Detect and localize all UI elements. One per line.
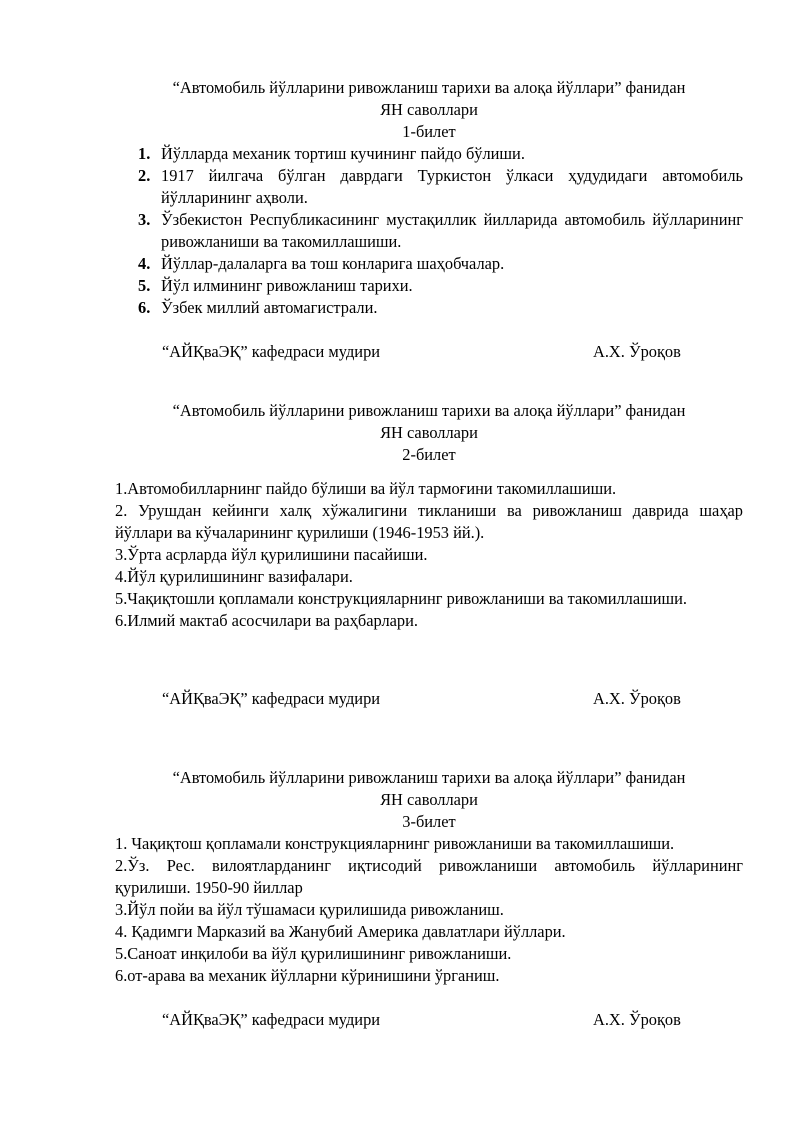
question-item — [115, 209, 743, 253]
question-item — [115, 253, 743, 275]
question-item: 4.Йўл қурилишининг вазифалари. — [115, 567, 353, 586]
question-number: 5. — [138, 276, 151, 295]
signature-line — [115, 341, 743, 363]
question-text: Йўлларда механик тортиш кучининг пайдо бўлиши. — [161, 144, 525, 163]
signature-line — [115, 1009, 743, 1031]
question-item — [115, 297, 743, 319]
signature-line — [115, 688, 743, 710]
question-item — [115, 275, 743, 297]
question-item: 2. Урушдан кейинги халқ хўжалигини тикланиши ва ривожланиш даврида шаҳар йўллари ва кўчаларининг қурилиши (1946-1953 йй.). — [115, 501, 743, 542]
question-item: 3.Йўл пойи ва йўл тўшамаси қурилишида ривожланиш. — [115, 900, 504, 919]
ticket-2 — [115, 400, 743, 710]
question-item: 6.Илмий мактаб асосчилари ва раҳбарлари. — [115, 611, 418, 630]
ticket-subtitle: ЯН саволлари — [380, 790, 478, 809]
question-list — [115, 478, 743, 632]
question-text: Ўзбек миллий автомагистрали. — [161, 298, 378, 317]
ticket-number: 1-билет — [402, 122, 456, 141]
signature-name: А.Х. Ўроқов — [593, 689, 681, 708]
question-item: 4. Қадимги Марказий ва Жанубий Америка давлатлари йўллари. — [115, 922, 566, 941]
question-number: 4. — [138, 254, 151, 273]
ticket-1 — [115, 77, 743, 363]
signature-position: “АЙҚваЭҚ” кафедраси мудири — [162, 689, 381, 708]
ticket-subtitle: ЯН саволлари — [380, 100, 478, 119]
ticket-subtitle: ЯН саволлари — [380, 423, 478, 442]
ticket-number: 2-билет — [402, 445, 456, 464]
question-item — [115, 143, 743, 165]
ticket-number: 3-билет — [402, 812, 456, 831]
question-list — [115, 833, 743, 987]
question-item: 6.от-арава ва механик йўлларни кўринишини ўрганиш. — [115, 966, 500, 985]
question-item: 5.Чақиқтошли қопламали конструкцияларнинг ривожланиши ва такомиллашиши. — [115, 589, 687, 608]
signature-name: А.Х. Ўроқов — [593, 1010, 681, 1029]
question-list — [115, 143, 743, 319]
question-item: 2.Ўз. Рес. вилоятларданинг иқтисодий ривожланиши автомобиль йўлларининг қурилиши. 1950-90 йиллар — [115, 856, 743, 897]
question-number: 1. — [138, 144, 151, 163]
question-number: 3. — [138, 210, 151, 229]
ticket-subject: “Автомобиль йўлларини ривожланиш тарихи ва алоқа йўллари” фанидан — [172, 768, 686, 787]
signature-position: “АЙҚваЭҚ” кафедраси мудири — [162, 342, 381, 361]
question-item — [115, 165, 743, 209]
question-text: 1917 йилгача бўлган даврдаги Туркистон ўлкаси ҳудудидаги автомобиль йўлларининг аҳволи. — [161, 166, 743, 207]
question-text: Йўл илмининг ривожланиш тарихи. — [161, 276, 413, 295]
question-text: Ўзбекистон Республикасининг мустақиллик йилларида автомобиль йўлларининг ривожланиши ва такомиллашиши. — [161, 210, 743, 251]
signature-position: “АЙҚваЭҚ” кафедраси мудири — [162, 1010, 381, 1029]
question-item: 1. Чақиқтош қопламали конструкцияларнинг ривожланиши ва такомиллашиши. — [115, 834, 675, 853]
ticket-subject: “Автомобиль йўлларини ривожланиш тарихи ва алоқа йўллари” фанидан — [172, 78, 686, 97]
ticket-3 — [115, 767, 743, 1031]
question-number: 6. — [138, 298, 151, 317]
question-item: 5.Саноат инқилоби ва йўл қурилишининг ривожланиши. — [115, 944, 512, 963]
question-number: 2. — [138, 166, 151, 185]
signature-name: А.Х. Ўроқов — [593, 342, 681, 361]
ticket-subject: “Автомобиль йўлларини ривожланиш тарихи ва алоқа йўллари” фанидан — [172, 401, 686, 420]
question-item: 3.Ўрта асрларда йўл қурилишини пасайиши. — [115, 545, 428, 564]
question-text: Йўллар-далаларга ва тош конларига шаҳобчалар. — [161, 254, 505, 273]
question-item: 1.Автомобилларнинг пайдо бўлиши ва йўл тармоғини такомиллашиши. — [115, 479, 617, 498]
